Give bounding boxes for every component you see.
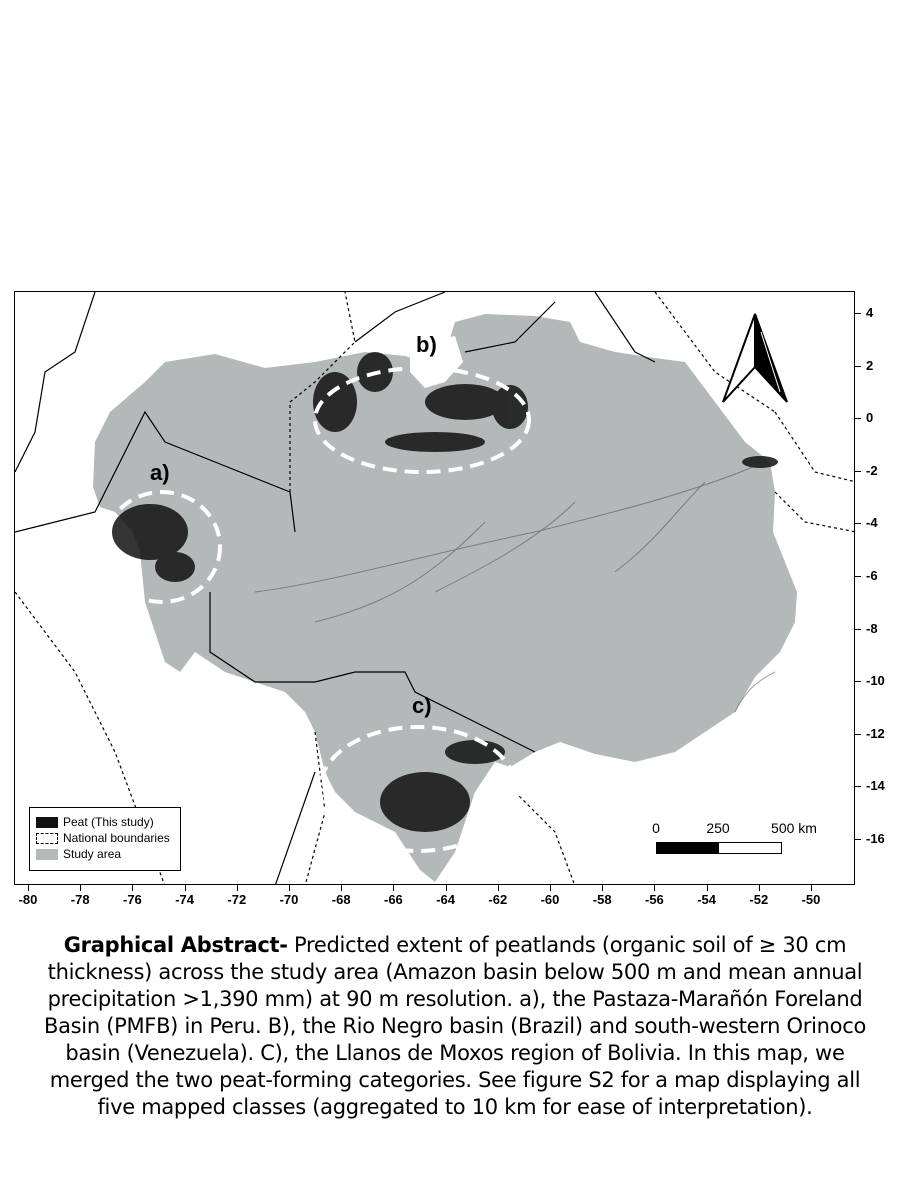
north-arrow-icon [723,314,787,402]
region-label-c: c) [412,693,432,718]
y-tick-mark [855,681,861,682]
y-tick-label: -6 [866,568,878,583]
x-tick-label: -76 [122,892,142,907]
x-tick-label: -56 [644,892,664,907]
peat-swatch [36,817,58,828]
map-legend [29,807,181,871]
x-tick-label: -60 [540,892,560,907]
x-tick-mark [393,885,394,891]
caption-lead: Graphical Abstract- [63,933,288,957]
study-area-swatch [36,849,58,860]
x-tick-mark [28,885,29,891]
boundary-swatch [36,833,58,844]
y-tick-label: 0 [866,410,874,426]
x-tick-label: -66 [383,892,403,907]
y-tick-label: -8 [866,620,878,636]
y-tick-label: 2 [866,357,874,373]
scale-bar-black [656,842,720,854]
map-frame [14,291,855,885]
x-tick-label: -62 [488,892,508,907]
x-tick-mark [759,885,760,891]
y-tick-label: 4 [866,305,874,320]
x-tick-mark [341,885,342,891]
x-tick-mark [132,885,133,891]
y-tick-mark [855,839,861,840]
x-tick-label: -72 [227,892,247,907]
y-tick-label: -12 [866,725,885,741]
x-tick-label: -58 [592,892,612,907]
scale-label-500: 500 km [771,820,817,836]
y-tick-mark [855,523,861,524]
x-tick-mark [237,885,238,891]
legend-item-boundaries [36,830,174,846]
x-tick-label: -78 [70,892,90,907]
y-tick-label: -10 [866,673,885,689]
scale-bar-white [718,842,782,854]
y-tick-mark [855,734,861,735]
x-tick-mark [602,885,603,891]
y-tick-label: -2 [866,462,878,478]
x-tick-mark [498,885,499,891]
y-tick-mark [855,629,861,630]
region-label-b: b) [416,332,437,357]
x-tick-mark [446,885,447,891]
y-tick-mark [855,786,861,787]
x-tick-mark [811,885,812,891]
x-tick-label: -70 [279,892,299,907]
x-tick-mark [289,885,290,891]
x-tick-mark [707,885,708,891]
scale-label-0: 0 [652,820,660,836]
x-tick-label: -68 [331,892,351,907]
caption-body: Predicted extent of peatlands (organic soil of ≥ 30 cm thickness) across the study area (Amazon basin below 500 m and mean annual precipitation >1,390 mm) at 90 m resolution. a), the Pastaza-Marañón Foreland Basin (PMFB) in Peru. B), the Rio Negro basin (Brazil) and south-western Orinoco basin (Venezuela). C), the Llanos de Moxos region of Bolivia. In this map, we merged the two peat-forming categories. See figure S2 for a map displaying all five mapped classes (aggregated to 10 km for ease of interpretation). [43,933,867,1119]
legend-label: Peat (This study) [63,815,154,829]
x-tick-mark [80,885,81,891]
x-tick-label: -52 [749,892,769,907]
legend-item-study-area [36,846,174,862]
y-tick-mark [855,471,861,472]
y-tick-mark [855,366,861,367]
x-tick-label: -74 [175,892,194,907]
legend-item-peat [36,814,174,830]
y-tick-mark [855,576,861,577]
x-tick-label: -54 [697,892,716,907]
x-tick-label: -80 [18,892,38,907]
y-tick-label: -4 [866,515,878,531]
y-tick-mark [855,418,861,419]
x-tick-label: -50 [801,892,821,907]
y-tick-label: -16 [866,831,885,846]
x-tick-mark [550,885,551,891]
y-tick-mark [855,313,861,314]
region-label-a: a) [150,460,170,485]
x-tick-mark [185,885,186,891]
figure-caption [40,932,870,1121]
legend-label: National boundaries [63,831,170,845]
x-tick-label: -64 [436,892,455,907]
legend-label: Study area [63,847,122,861]
x-tick-mark [654,885,655,891]
scale-bar [650,820,817,860]
y-tick-label: -14 [866,778,885,794]
map-canvas [15,292,855,885]
scale-label-250: 250 [706,820,730,836]
